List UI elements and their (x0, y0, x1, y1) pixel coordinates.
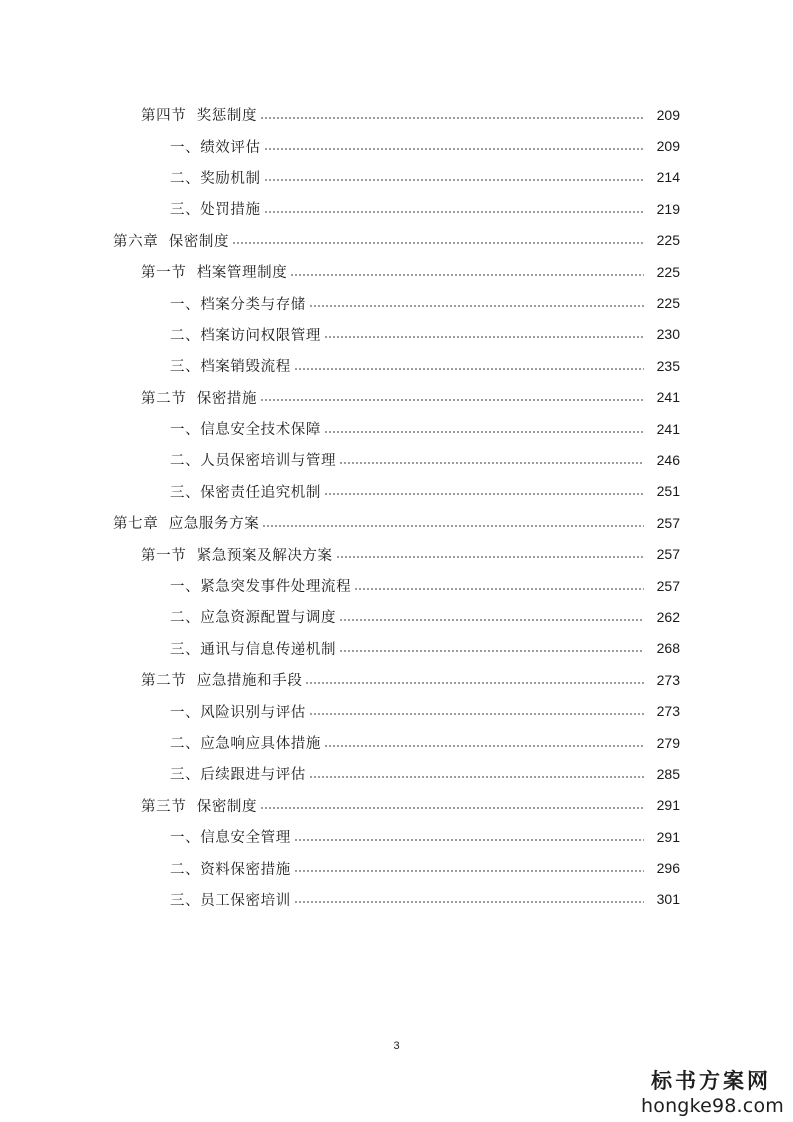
toc-dot-leader (339, 615, 644, 625)
toc-entry-title: 第三节 保密制度 (141, 798, 258, 815)
toc-entry[interactable] (0, 727, 793, 758)
toc-entry[interactable] (0, 444, 793, 475)
toc-entry[interactable] (0, 476, 793, 507)
toc-dot-leader (264, 175, 644, 185)
toc-dot-leader (309, 772, 644, 782)
toc-dot-leader (339, 646, 644, 656)
toc-entry-title: 一、信息安全技术保障 (170, 422, 321, 439)
toc-entry-page: 257 (656, 514, 680, 531)
toc-entry-title: 第七章 应急服务方案 (113, 516, 260, 533)
toc-entry-title: 二、人员保密培训与管理 (170, 453, 337, 470)
toc-entry[interactable] (0, 758, 793, 789)
toc-entry-title: 第四节 奖惩制度 (141, 108, 258, 125)
toc-entry[interactable] (0, 821, 793, 852)
toc-entry-page: 209 (656, 106, 680, 123)
toc-dot-leader (294, 835, 644, 845)
toc-entry[interactable] (0, 633, 793, 664)
toc-entry-page: 251 (656, 483, 680, 500)
toc-dot-leader (309, 709, 644, 719)
toc-entry[interactable] (0, 601, 793, 632)
toc-entry[interactable] (0, 193, 793, 224)
toc-entry-title: 三、处罚措施 (170, 202, 261, 219)
site-watermark (641, 1068, 784, 1118)
page-number: 3 (393, 1040, 400, 1052)
toc-entry[interactable] (0, 162, 793, 193)
toc-entry-title: 第二节 应急措施和手段 (141, 673, 303, 690)
toc-entry-page: 291 (656, 797, 680, 814)
toc-entry-title: 二、应急资源配置与调度 (170, 610, 337, 627)
toc-entry-page: 285 (656, 765, 680, 782)
toc-entry-page: 241 (656, 420, 680, 437)
toc-entry-title: 三、员工保密培训 (170, 892, 291, 909)
toc-entry-title: 二、档案访问权限管理 (170, 327, 321, 344)
toc-entry[interactable] (0, 319, 793, 350)
toc-entry-title: 第一节 紧急预案及解决方案 (141, 547, 333, 564)
toc-entry-page: 296 (656, 860, 680, 877)
toc-entry-title: 三、通讯与信息传递机制 (170, 641, 337, 658)
toc-entry-page: 246 (656, 451, 680, 468)
toc-entry-page: 291 (656, 828, 680, 845)
toc-entry[interactable] (0, 664, 793, 695)
toc-dot-leader (354, 584, 644, 594)
toc-entry-page: 257 (656, 577, 680, 594)
toc-entry-page: 214 (656, 169, 680, 186)
toc-entry-page: 257 (656, 546, 680, 563)
table-of-contents (0, 99, 793, 915)
toc-entry-page: 268 (656, 640, 680, 657)
toc-entry[interactable] (0, 507, 793, 538)
toc-entry-title: 二、资料保密措施 (170, 861, 291, 878)
toc-entry[interactable] (0, 350, 793, 381)
toc-entry[interactable] (0, 130, 793, 161)
toc-dot-leader (294, 364, 644, 374)
toc-dot-leader (262, 521, 644, 531)
toc-entry-title: 第一节 档案管理制度 (141, 265, 288, 282)
toc-entry-page: 219 (656, 200, 680, 217)
toc-dot-leader (294, 866, 644, 876)
toc-dot-leader (260, 803, 644, 813)
toc-entry-page: 225 (656, 263, 680, 280)
toc-entry-title: 三、保密责任追究机制 (170, 484, 321, 501)
toc-entry[interactable] (0, 256, 793, 287)
toc-dot-leader (336, 552, 644, 562)
toc-dot-leader (294, 897, 644, 907)
toc-entry-title: 三、档案销毁流程 (170, 359, 291, 376)
toc-entry[interactable] (0, 538, 793, 569)
toc-entry-title: 三、后续跟进与评估 (170, 767, 306, 784)
toc-dot-leader (232, 238, 644, 248)
toc-dot-leader (260, 395, 644, 405)
toc-dot-leader (324, 332, 644, 342)
toc-entry[interactable] (0, 225, 793, 256)
toc-entry[interactable] (0, 570, 793, 601)
toc-dot-leader (264, 144, 644, 154)
toc-dot-leader (264, 207, 644, 217)
toc-entry-title: 一、风险识别与评估 (170, 704, 306, 721)
toc-entry[interactable] (0, 852, 793, 883)
toc-entry[interactable] (0, 99, 793, 130)
toc-entry[interactable] (0, 287, 793, 318)
toc-entry-title: 二、奖励机制 (170, 170, 261, 187)
toc-dot-leader (309, 301, 644, 311)
toc-entry-title: 一、绩效评估 (170, 139, 261, 156)
toc-entry[interactable] (0, 695, 793, 726)
toc-dot-leader (324, 489, 644, 499)
toc-entry-page: 301 (656, 891, 680, 908)
toc-entry-page: 225 (656, 232, 680, 249)
toc-entry[interactable] (0, 790, 793, 821)
toc-entry-title: 一、档案分类与存储 (170, 296, 306, 313)
toc-entry-page: 273 (656, 703, 680, 720)
toc-entry[interactable] (0, 382, 793, 413)
toc-entry-page: 262 (656, 608, 680, 625)
toc-entry[interactable] (0, 884, 793, 915)
toc-dot-leader (290, 270, 644, 280)
watermark-site-url: hongke98.com (641, 1095, 784, 1117)
toc-entry-title: 第二节 保密措施 (141, 390, 258, 407)
toc-dot-leader (305, 678, 644, 688)
toc-dot-leader (339, 458, 644, 468)
toc-entry-page: 273 (656, 671, 680, 688)
toc-entry-page: 241 (656, 389, 680, 406)
toc-entry[interactable] (0, 413, 793, 444)
toc-entry-page: 230 (656, 326, 680, 343)
toc-entry-page: 209 (656, 138, 680, 155)
toc-entry-page: 225 (656, 295, 680, 312)
toc-entry-title: 第六章 保密制度 (113, 233, 230, 250)
watermark-site-name: 标书方案网 (651, 1068, 771, 1093)
toc-dot-leader (324, 741, 644, 751)
toc-entry-title: 二、应急响应具体措施 (170, 736, 321, 752)
toc-entry-title: 一、紧急突发事件处理流程 (170, 579, 352, 596)
toc-dot-leader (260, 113, 644, 123)
toc-entry-page: 279 (656, 734, 680, 751)
toc-entry-page: 235 (656, 357, 680, 374)
toc-entry-title: 一、信息安全管理 (170, 830, 291, 847)
toc-dot-leader (324, 427, 644, 437)
